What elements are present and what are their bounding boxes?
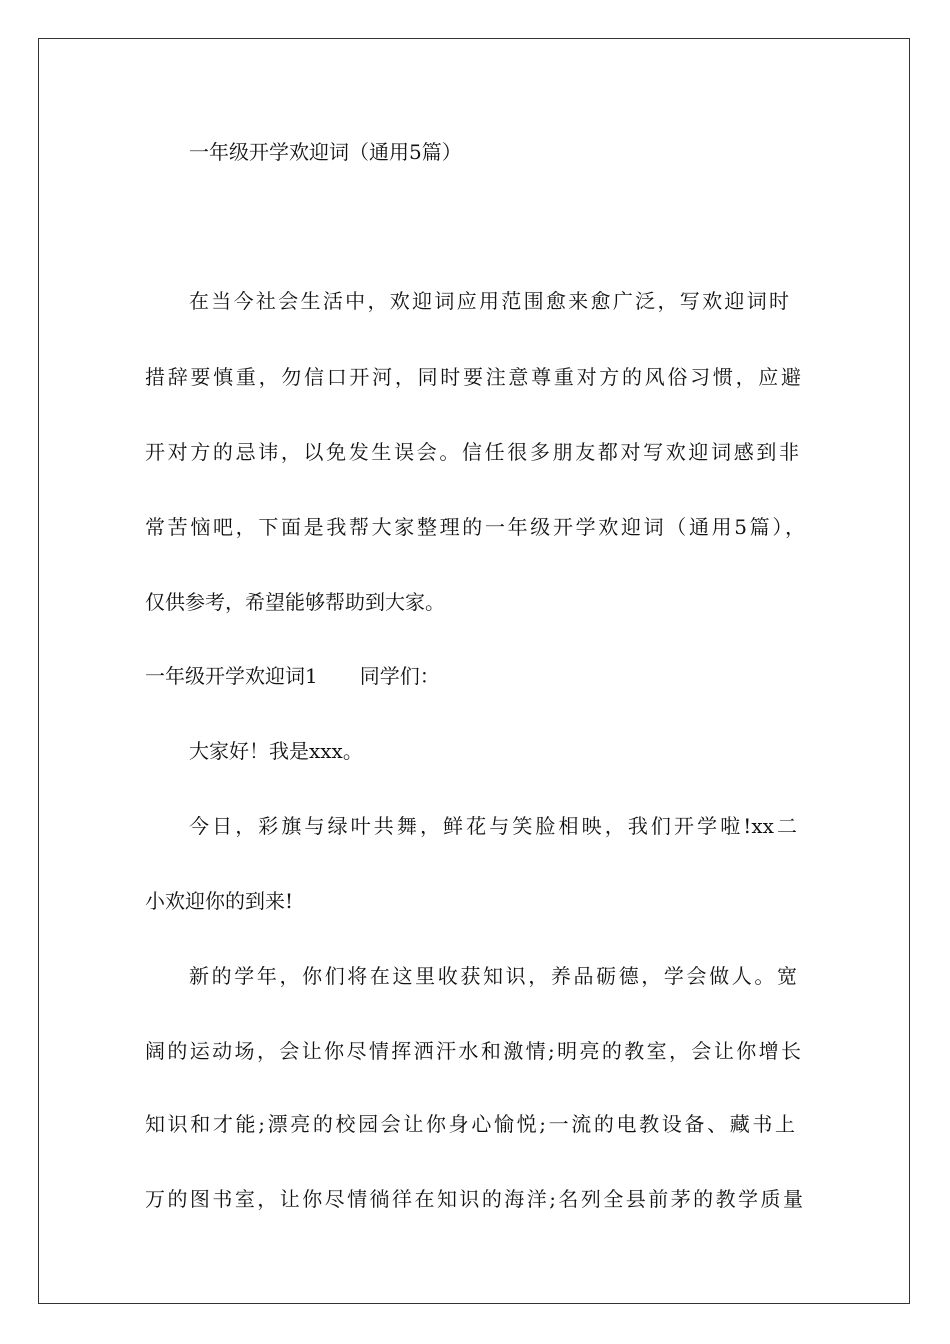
intro-line: 措辞要慎重，勿信口开河，同时要注意尊重对方的风俗习惯，应避 bbox=[145, 365, 801, 389]
document-title: 一年级开学欢迎词（通用5篇） bbox=[189, 140, 462, 164]
section-heading-line bbox=[145, 663, 440, 689]
paragraph-line: 万的图书室，让你尽情徜徉在知识的海洋;名列全县前茅的教学质量 bbox=[145, 1187, 803, 1211]
intro-line: 仅供参考，希望能够帮助到大家。 bbox=[145, 590, 445, 614]
section-heading: 一年级开学欢迎词1 bbox=[145, 664, 318, 688]
greeting: 大家好！我是xxx。 bbox=[189, 739, 363, 763]
salutation: 同学们： bbox=[359, 664, 440, 688]
intro-line: 常苦恼吧，下面是我帮大家整理的一年级开学欢迎词（通用5篇）， bbox=[145, 515, 805, 539]
paragraph-line: 小欢迎你的到来! bbox=[145, 889, 294, 913]
paragraph-line: 今日，彩旗与绿叶共舞，鲜花与笑脸相映，我们开学啦!xx二 bbox=[189, 814, 797, 838]
paragraph-line: 新的学年，你们将在这里收获知识，养品砺德，学会做人。宽 bbox=[189, 964, 797, 988]
intro-line: 在当今社会生活中，欢迎词应用范围愈来愈广泛，写欢迎词时 bbox=[189, 289, 789, 313]
intro-line: 开对方的忌讳，以免发生误会。信任很多朋友都对写欢迎词感到非 bbox=[145, 440, 799, 464]
paragraph-line: 知识和才能;漂亮的校园会让你身心愉悦;一流的电教设备、藏书上 bbox=[145, 1112, 795, 1136]
paragraph-line: 阔的运动场，会让你尽情挥洒汗水和激情;明亮的教室，会让你增长 bbox=[145, 1039, 801, 1063]
